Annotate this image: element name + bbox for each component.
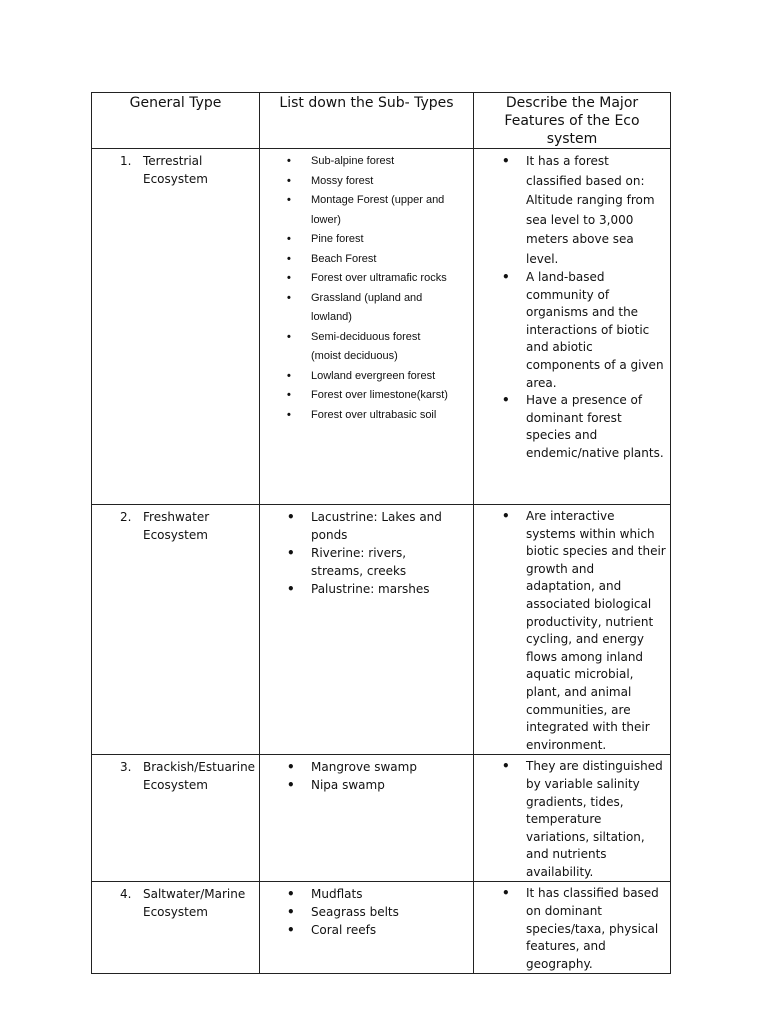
list-item: • Forest over ultrabasic soil [311, 406, 451, 426]
general-type-name: Terrestrial Ecosystem [143, 154, 208, 186]
row-number: 4. [120, 887, 132, 902]
general-type-name: Brackish/Estuarine Ecosystem [143, 760, 256, 793]
header-sub-types: List down the Sub- Types [260, 93, 474, 149]
sub-types-list [260, 882, 473, 939]
list-item: • Forest over ultramafic rocks [311, 269, 451, 289]
general-type-name: Saltwater/Marine Ecosystem [143, 887, 246, 920]
general-type-cell [92, 755, 260, 882]
table-row [92, 505, 671, 755]
sub-types-cell [260, 882, 474, 974]
features-list [474, 755, 670, 881]
sub-types-cell [260, 149, 474, 505]
header-major-features-text: Describe the Major Features of the Eco system [504, 95, 640, 147]
sub-types-cell [260, 755, 474, 882]
list-item: • Coral reefs [311, 921, 459, 939]
list-item: • Grassland (upland and lowland) [311, 289, 451, 328]
list-item: • Lowland evergreen forest [311, 367, 451, 387]
header-row [92, 93, 671, 149]
list-item: • Mossy forest [311, 172, 451, 192]
list-item: • It has a forest classified based on: Altitude ranging from sea level to 3,000 meters above sea level. [526, 152, 666, 269]
list-item: • Seagrass belts [311, 903, 459, 921]
general-type-name: Freshwater Ecosystem [143, 510, 210, 542]
list-item: • Forest over limestone(karst) [311, 386, 451, 406]
features-list [474, 882, 670, 973]
features-cell [474, 882, 671, 974]
features-cell [474, 149, 671, 505]
list-item: • Mangrove swamp [311, 758, 459, 776]
general-type-cell [92, 882, 260, 974]
ecosystem-table [91, 92, 671, 974]
list-item: • Montage Forest (upper and lower) [311, 191, 451, 230]
features-list [474, 505, 670, 754]
header-major-features [474, 93, 671, 149]
features-cell [474, 505, 671, 755]
table-row [92, 755, 671, 882]
list-item: • Semi-deciduous forest (moist deciduous) [311, 328, 451, 367]
sub-types-cell [260, 505, 474, 755]
features-list [474, 149, 670, 463]
row-number: 1. [120, 154, 132, 168]
list-item: • Beach Forest [311, 250, 451, 270]
list-item: • A land-based community of organisms and the interactions of biotic and abiotic components of a given area. [526, 269, 666, 392]
list-item: • Sub-alpine forest [311, 152, 451, 172]
row-number: 3. [120, 760, 132, 775]
list-item: • Mudflats [311, 885, 459, 903]
list-item: • Riverine: rivers, streams, creeks [311, 544, 459, 580]
list-item: • Palustrine: marshes [311, 580, 459, 598]
list-item: • They are distinguished by variable salinity gradients, tides, temperature variations, siltation, and nutrients availability. [526, 758, 666, 881]
sub-types-list [260, 149, 473, 425]
table-row [92, 882, 671, 974]
features-cell [474, 755, 671, 882]
row-number: 2. [120, 510, 132, 524]
list-item: • Lacustrine: Lakes and ponds [311, 508, 459, 544]
list-item: • Nipa swamp [311, 776, 459, 794]
table-row [92, 149, 671, 505]
sub-types-list [260, 505, 473, 598]
sub-types-list [260, 755, 473, 794]
general-type-cell [92, 149, 260, 505]
list-item: • Have a presence of dominant forest species and endemic/native plants. [526, 392, 666, 462]
list-item: • Are interactive systems within which biotic species and their growth and adaptation, and associated biological productivity, nutrient cycling, and energy flows among inland aquatic microbial, plant, and animal communities, are integrated with their environment. [526, 508, 666, 754]
list-item: • Pine forest [311, 230, 451, 250]
list-item: • It has classified based on dominant species/taxa, physical features, and geography. [526, 885, 666, 973]
general-type-cell [92, 505, 260, 755]
header-general-type: General Type [92, 93, 260, 149]
